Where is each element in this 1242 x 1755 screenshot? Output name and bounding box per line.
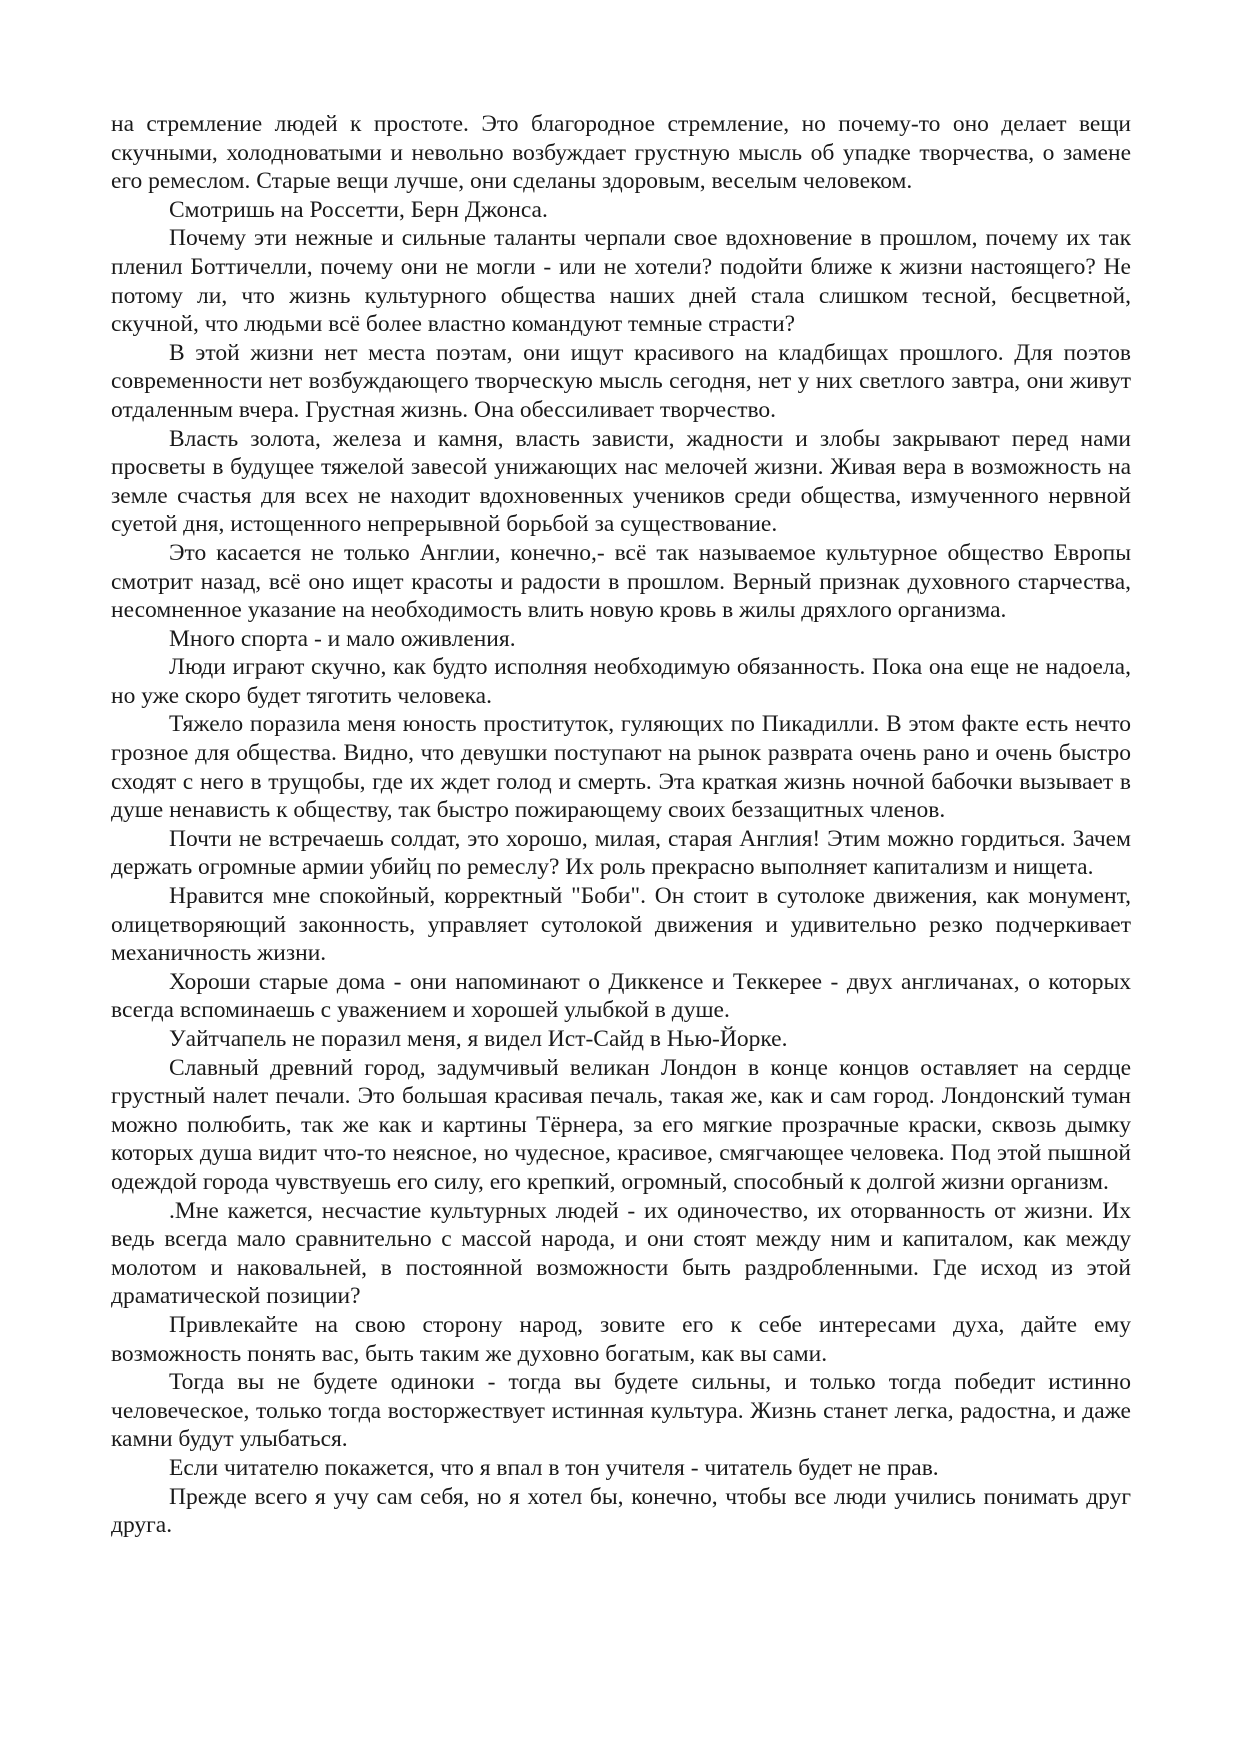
paragraph-12: Хороши старые дома - они напоминают о Диккенсе и Теккерее - двух англичанах, о которых всегда вспоминаешь с уважением и хорошей улыбкой в душе. bbox=[111, 968, 1131, 1024]
paragraph-7: Много спорта - и мало оживления. bbox=[169, 625, 516, 652]
paragraph-1: на стремление людей к простоте. Это благородное стремление, но почему-то оно делает вещи скучными, холодноватыми и невольно возбуждает грустную мысль об упадке творчества, о замене его ремеслом. Старые вещи лучше, они сделаны здоровым, веселым человеком. bbox=[111, 111, 1131, 195]
paragraph-5: Власть золота, железа и камня, власть зависти, жадности и злобы закрывают перед нами просветы в будущее тяжелой завесой унижающих нас мелочей жизни. Живая вера в возможность на земле счастья для всех не находит вдохновенных учеников среди общества, измученного нервной суетой дня, истощенного непрерывной борьбой за существование. bbox=[111, 425, 1131, 538]
paragraph-13: Уайтчапель не поразил меня, я видел Ист-Сайд в Нью-Йорке. bbox=[169, 1026, 788, 1052]
paragraph-17: Тогда вы не будете одиноки - тогда вы будете сильны, и только тогда победит истинно человеческое, только тогда восторжествует истинная культура. Жизнь станет легка, радостна, и даже камни будут улыбаться. bbox=[111, 1369, 1131, 1453]
paragraph-19: Прежде всего я учу сам себя, но я хотел бы, конечно, чтобы все люди учились понимать друг друга. bbox=[111, 1483, 1131, 1539]
paragraph-11: Нравится мне спокойный, корректный "Боби". Он стоит в сутолоке движения, как монумент, олицетворяющий законность, управляет сутолокой движения и удивительно резко подчеркивает механичность жизни. bbox=[111, 883, 1131, 967]
paragraph-2: Смотришь на Россетти, Берн Джонса. bbox=[169, 196, 548, 223]
paragraph-15: .Мне кажется, несчастие культурных людей - их одиночество, их оторванность от жизни. Их ведь всегда мало сравнительно с массой народа, и они стоят между ним и капиталом, как между молотом и наковальней, в постоянной возможности быть раздробленными. Где исход из этой драматической позиции? bbox=[111, 1197, 1131, 1310]
paragraph-6: Это касается не только Англии, конечно,- всё так называемое культурное общество Европы смотрит назад, всё оно ищет красоты и радости в прошлом. Верный признак духовного старчества, несомненное указание на необходимость влить новую кровь в жилы дряхлого организма. bbox=[111, 539, 1131, 624]
paragraph-3: Почему эти нежные и сильные таланты черпали свое вдохновение в прошлом, почему их так пленил Боттичелли, почему они не могли - или не хотели? подойти ближе к жизни настоящего? Не потому ли, что жизнь культурного общества наших дней стала слишком тесной, бесцветной, скучной, что людьми всё более властно командуют темные страсти? bbox=[111, 225, 1131, 338]
paragraph-18: Если читателю покажется, что я впал в тон учителя - читатель будет не прав. bbox=[169, 1454, 939, 1481]
paragraph-14: Славный древний город, задумчивый великан Лондон в конце концов оставляет на сердце грустный налет печали. Это большая красивая печаль, такая же, как и сам город. Лондонский туман можно полюбить, так же как и картины Тёрнера, за его мягкие прозрачные краски, сквозь дымку которых душа видит что-то неясное, но чудесное, красивое, смягчающее человека. Под этой пышной одеждой города чувствуешь его силу, его крепкий, огромный, способный к долгой жизни организм. bbox=[111, 1054, 1131, 1195]
paragraph-16: Привлекайте на свою сторону народ, зовите его к себе интересами духа, дайте ему возможность понять вас, быть таким же духовно богатым, как вы сами. bbox=[111, 1311, 1131, 1367]
body-text bbox=[111, 110, 1131, 1540]
paragraph-9: Тяжело поразила меня юность проституток, гуляющих по Пикадилли. В этом факте есть нечто грозное для общества. Видно, что девушки поступают на рынок разврата очень рано и очень быстро сходят с него в трущобы, где их ждет голод и смерть. Эта краткая жизнь ночной бабочки вызывает в душе ненависть к обществу, так быстро пожирающему своих беззащитных членов. bbox=[111, 711, 1131, 824]
paragraph-4: В этой жизни нет места поэтам, они ищут красивого на кладбищах прошлого. Для поэтов современности нет возбуждающего творческую мысль сегодня, нет у них светлого завтра, они живут отдаленным вчера. Грустная жизнь. Она обессиливает творчество. bbox=[111, 339, 1131, 423]
paragraph-8: Люди играют скучно, как будто исполняя необходимую обязанность. Пока она еще не надоела, но уже скоро будет тяготить человека. bbox=[111, 654, 1131, 709]
paragraph-10: Почти не встречаешь солдат, это хорошо, милая, старая Англия! Этим можно гордиться. Зачем держать огромные армии убийц по ремеслу? Их роль прекрасно выполняет капитализм и нищета. bbox=[111, 825, 1131, 881]
